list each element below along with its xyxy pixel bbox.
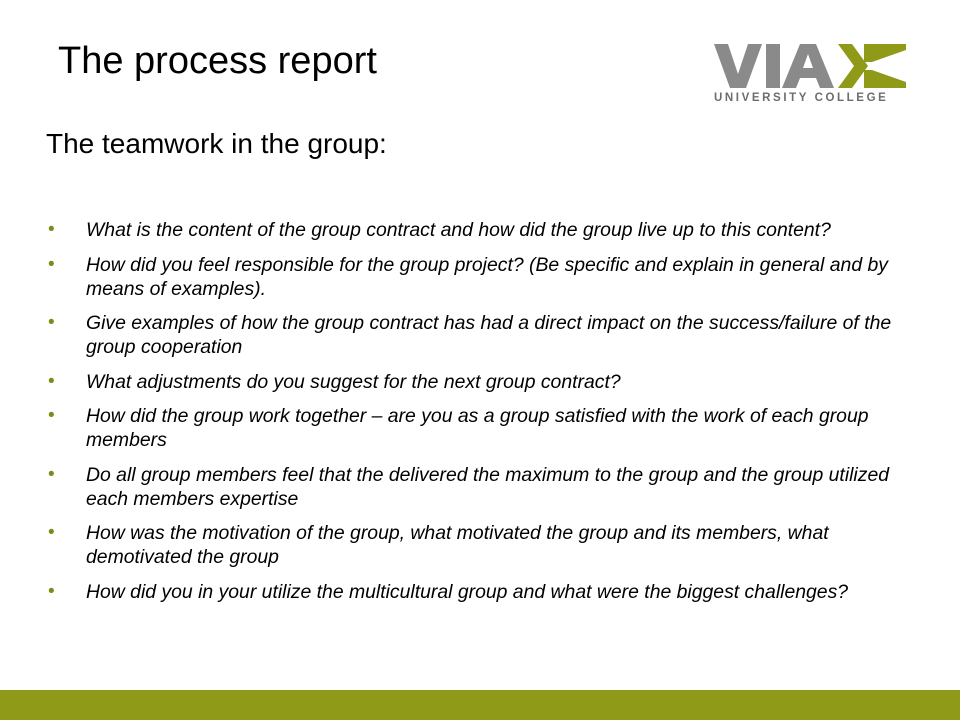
logo-stroke-top [864,44,906,62]
bullet-dot-icon: • [48,219,55,240]
bullet-dot-icon: • [48,463,55,485]
bullet-text: How was the motivation of the group, what motivated the group and its members, what demotivated the group [86,522,829,568]
bullet-text: Give examples of how the group contract has had a direct impact on the success/failure of the group cooperation [86,312,892,358]
bullet-dot-icon: • [48,405,55,426]
bullet-item [44,370,904,394]
bullet-text: How did you feel responsible for the group project? (Be specific and explain in general and by means of examples). [86,253,888,300]
bullet-item [44,463,904,511]
bullet-text: How did the group work together – are you as a group satisfied with the work of each group members [86,405,869,451]
logo-letter-i [766,44,780,88]
bullet-dot-icon: • [48,580,55,602]
bullet-text: What is the content of the group contract and how did the group live up to this content? [86,219,831,241]
bullet-item [44,521,904,569]
logo-letter-a [782,44,834,88]
via-university-college-logo [712,40,908,108]
logo-caption: UNIVERSITY COLLEGE [714,92,889,104]
bullet-item [44,404,904,452]
bullet-dot-icon: • [48,370,55,392]
bullet-item [44,311,904,359]
bullet-item [44,580,904,604]
bullet-list [44,218,904,614]
bullet-item [44,253,904,301]
bullet-text: How did you in your utilize the multicultural group and what were the biggest challenges? [86,580,849,603]
footer-accent-bar [0,690,960,720]
bullet-dot-icon: • [48,522,55,543]
slide-subtitle: The teamwork in the group: [46,128,387,159]
bullet-dot-icon: • [48,312,55,333]
via-logo-mark [712,40,908,92]
logo-letter-v [714,44,762,88]
bullet-item [44,218,904,242]
bullet-text: Do all group members feel that the delivered the maximum to the group and the group utilized each members expertise [86,463,890,510]
slide-title: The process report [58,40,377,82]
bullet-text: What adjustments do you suggest for the next group contract? [86,370,621,393]
logo-chevron [838,44,868,88]
bullet-dot-icon: • [48,253,55,275]
logo-stroke-bottom [864,70,906,88]
